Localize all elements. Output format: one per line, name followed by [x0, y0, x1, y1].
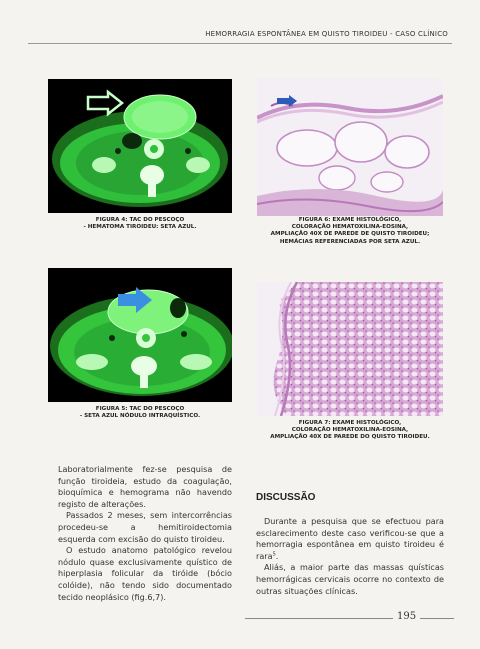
figure-5-caption-line2: - SETA AZUL NÓDULO INTRAQUÍSTICO. [79, 413, 201, 420]
figure-6-caption-line4: HEMÁCIAS REFERENCIADAS POR SETA AZUL. [279, 238, 421, 245]
figure-6-caption [257, 217, 443, 246]
figure-6-caption-line2: COLORAÇÃO HEMATOXILINA-EOSINA, [291, 224, 409, 231]
paragraph-lab-tests: Laboratorialmente fez-se pesquisa de função tiroideia, estudo da coagulação, bioquímica e hemograma não havendo registo de alterações. [58, 464, 232, 509]
figure-5-caption [48, 406, 232, 420]
figure-6-histology-image [257, 78, 443, 216]
figure-4-caption [48, 217, 232, 231]
figure-5-ct-image [48, 268, 232, 402]
figure-6-histology-drawing [257, 78, 443, 216]
footer-rule-right [420, 618, 454, 619]
figure-4-caption-line2: - HEMATOMA TIROIDEU: SETA AZUL. [83, 224, 197, 231]
footer-rule-left [245, 618, 393, 619]
figure-5-caption-line1: FIGURA 5: TAC DO PESCOÇO [95, 406, 185, 412]
figure-7-caption-line1: FIGURA 7: EXAME HISTOLÓGICO, [298, 420, 402, 426]
discussion-p1-end: . [275, 550, 279, 561]
figure-7-histology-drawing [257, 282, 443, 416]
figure-7-caption-line2: COLORAÇÃO HEMATOXILINA-EOSINA, [291, 427, 409, 434]
discussion-p1-text: Durante a pesquisa que se efectuou para esclarecimento deste caso verificou-se que a hemorragia espontânea em quisto tiroideu é rara [256, 516, 444, 561]
right-column-text [256, 516, 444, 597]
figure-4-caption-line1: FIGURA 4: TAC DO PESCOÇO [95, 217, 185, 223]
paragraph-discussion-2: Aliás, a maior parte das massas quísticas hemorrágicas cervicais ocorre no contexto de outras situações clínicas. [256, 562, 444, 596]
figure-7-caption-line3: AMPLIAÇÃO 40X DE PAREDE DO QUISTO TIROIDEU. [270, 434, 430, 441]
discussion-heading: DISCUSSÃO [256, 492, 316, 503]
figure-7-caption [257, 420, 443, 442]
left-column-text [58, 464, 232, 603]
paragraph-discussion-1 [256, 516, 444, 562]
figure-4-ct-image [48, 79, 232, 213]
figure-6-caption-line1: FIGURA 6: EXAME HISTOLÓGICO, [298, 217, 402, 223]
figure-4-ct-drawing [48, 79, 232, 213]
page-number: 195 [397, 611, 417, 622]
figure-6-caption-line3: AMPLIAÇÃO 40X DE PAREDE DE QUISTO TIROIDEU; [270, 231, 430, 238]
running-header-title: HEMORRAGIA ESPONTÂNEA EM QUISTO TIROIDEU - CASO CLÍNICO [205, 30, 448, 38]
figure-7-histology-image [257, 282, 443, 416]
paragraph-surgery: Passados 2 meses, sem intercorrências procedeu-se a hemitiroidectomia esquerda com excisão do quisto tiroideu. [58, 510, 232, 544]
figure-5-ct-drawing [48, 268, 232, 402]
paragraph-pathology: O estudo anatomo patológico revelou nódulo quase exclusivamente quístico de hiperplasia folicular da tiróide (bócio colóide), não tendo sido documentado tecido neoplásico (fig.6,7). [58, 545, 232, 602]
reference-superscript: 5 [272, 551, 276, 558]
running-header [28, 26, 452, 44]
